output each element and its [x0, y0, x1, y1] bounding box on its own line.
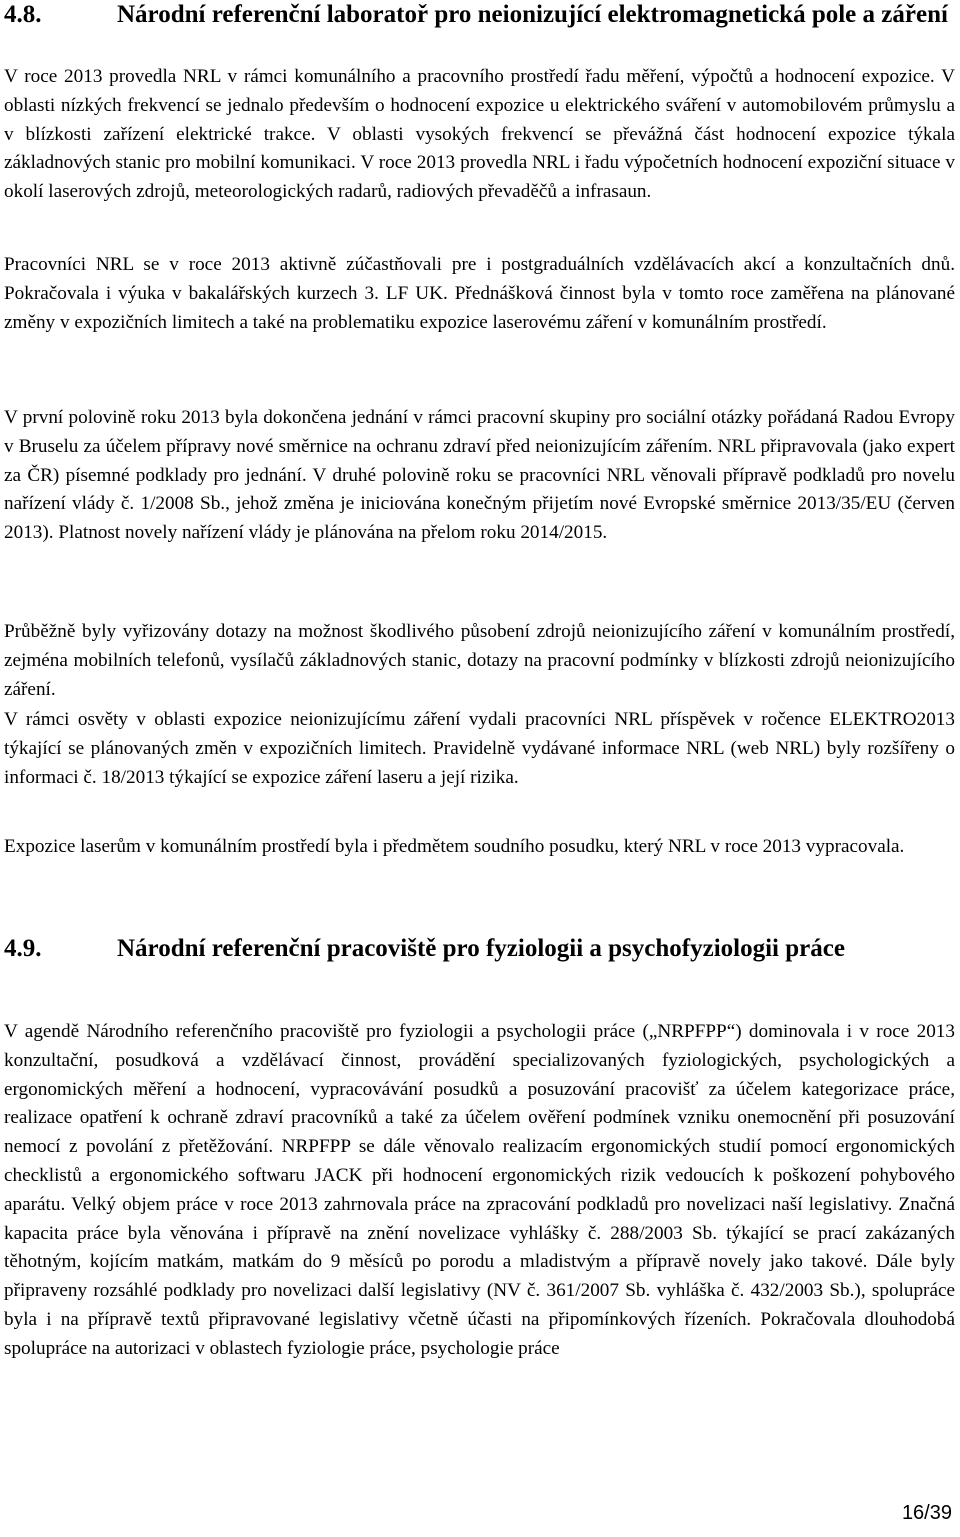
paragraph: Expozice laserům v komunálním prostředí byla i předmětem soudního posudku, který NRL v roce 2013 vypracovala. [4, 836, 905, 857]
page-number: 16/39 [901, 1502, 952, 1524]
section-heading-4-8 [4, 0, 954, 32]
section-title: Národní referenční laboratoř pro neionizující elektromagnetická pole a záření [117, 1, 948, 28]
paragraph: V agendě Národního referenčního pracoviště pro fyziologii a psychologii práce („NRPFPP“) dominovala i v roce 2013 konzultační, posudková a vzdělávací činnost, provádění specializovaných fyziologických, psychologických a ergonomických měření a hodnocení, vypracovávání posudků a posuzování pracovišť za účelem kategorizace práce, realizace opatření k ochraně zdraví pracovníků a také za účelem ověření podmínek vzniku onemocnění při posuzování nemocí z povolání z přetěžování. NRPFPP se dále věnovalo realizacím ergonomických studií pomocí ergonomických checklistů a ergonomického softwaru JACK při hodnocení ergonomických rizik vedoucích k poškození pohybového aparátu. Velký objem práce v roce 2013 zahrnovala práce na zpracování podkladů pro novelizaci naší legislativy. Značná kapacita práce byla věnována i přípravě na znění novelizace vyhlášky č. 288/2003 Sb. týkající se prací zakázaných těhotným, kojícím matkám, matkám do 9 měsíců po porodu a mladistvým a přípravě novely jako takové. Dále byly připraveny rozsáhlé podklady pro novelizaci další legislativy (NV č. 361/2007 Sb. vyhláška č. 432/2003 Sb.), spolupráce byla i na přípravě textů připravované legislativy včetně účasti na připomínkových řízeních. Pokračovala dlouhodobá spolupráce na autorizaci v oblastech fyziologie práce, psychologie práce [4, 1021, 955, 1359]
section-number: 4.9. [4, 935, 42, 962]
paragraph: V rámci osvěty v oblasti expozice neionizujícímu záření vydali pracovníci NRL příspěvek v ročence ELEKTRO2013 týkající se plánovaných změn v expozičních limitech. Pravidelně vydávané informace NRL (web NRL) byly rozšířeny o informaci č. 18/2013 týkající se expozice záření laseru a její rizika. [4, 709, 955, 788]
paragraph: Pracovníci NRL se v roce 2013 aktivně zúčastňovali pre i postgraduálních vzdělávacích akcí a konzultačních dnů. Pokračovala i výuka v bakalářských kurzech 3. LF UK. Přednášková činnost byla v tomto roce zaměřena na plánované změny v expozičních limitech a také na problematiku expozice laserovému záření v komunálním prostředí. [4, 254, 955, 333]
paragraph: V roce 2013 provedla NRL v rámci komunálního a pracovního prostředí řadu měření, výpočtů a hodnocení expozice. V oblasti nízkých frekvencí se jednalo především o hodnocení expozice u elektrického sváření v automobilovém průmyslu a v blízkosti zařízení elektrické trakce. V oblasti vysokých frekvencí se převážná část hodnocení expozice týkala základnových stanic pro mobilní komunikaci. V roce 2013 provedla NRL i řadu výpočetních hodnocení expoziční situace v okolí laserových zdrojů, meteorologických radarů, radiových převaděčů a infrasaun. [4, 66, 955, 203]
paragraph: Průběžně byly vyřizovány dotazy na možnost škodlivého působení zdrojů neionizujícího záření v komunálním prostředí, zejména mobilních telefonů, vysílačů základnových stanic, dotazy na pracovní podmínky v blízkosti zdrojů neionizujícího záření. [4, 621, 955, 700]
paragraph: V první polovině roku 2013 byla dokončena jednání v rámci pracovní skupiny pro sociální otázky pořádaná Radou Evropy v Bruselu za účelem přípravy nové směrnice na ochranu zdraví před neionizujícím zářením. NRL připravovala (jako expert za ČR) písemné podklady pro jednání. V druhé polovině roku se pracovníci NRL věnovali přípravě podkladů pro novelu nařízení vlády č. 1/2008 Sb., jehož změna je iniciována konečným přijetím nové Evropské směrnice 2013/35/EU (červen 2013). Platnost novely nařízení vlády je plánována na přelom roku 2014/2015. [4, 407, 955, 544]
section-number: 4.8. [4, 1, 42, 28]
section-heading-4-9 [4, 932, 954, 966]
section-title: Národní referenční pracoviště pro fyziologii a psychofyziologii práce [117, 935, 845, 962]
